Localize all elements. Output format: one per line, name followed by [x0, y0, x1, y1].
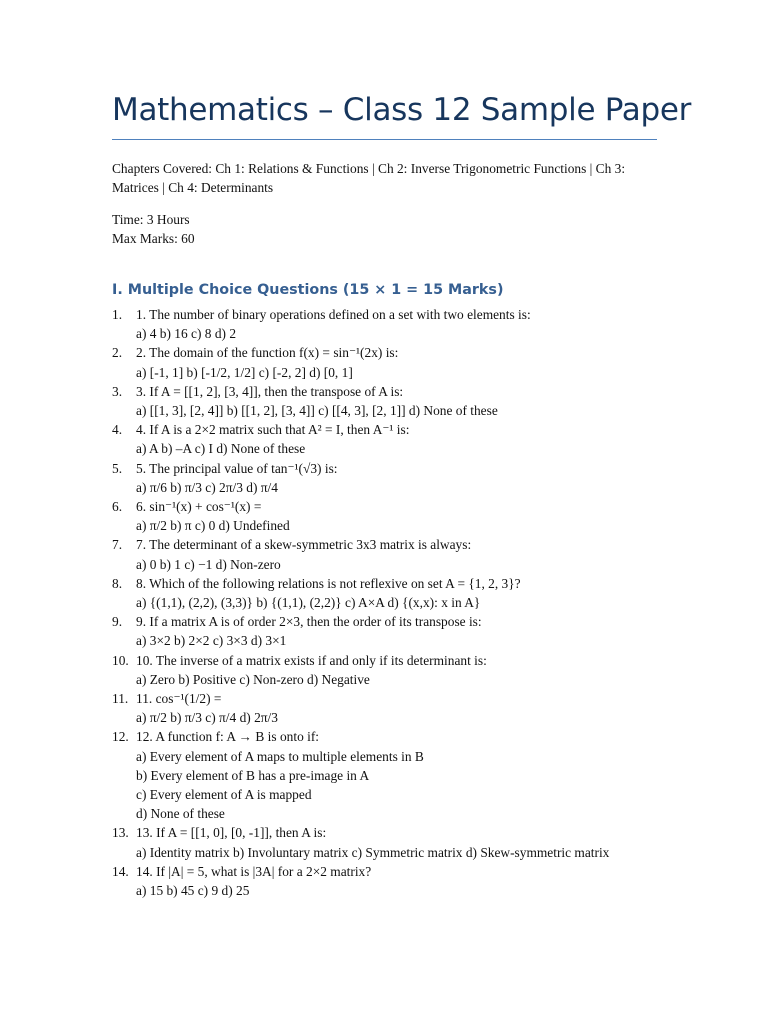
question-item	[112, 382, 660, 420]
question-options: d) None of these	[136, 806, 225, 822]
question-number: 4.	[112, 422, 123, 438]
question-body	[136, 862, 660, 900]
question-body	[136, 535, 660, 573]
question-number: 6.	[112, 499, 123, 515]
time-allowed: Time: 3 Hours	[112, 212, 190, 227]
question-text: 14. If |A| = 5, what is |3A| for a 2×2 matrix?	[136, 863, 372, 879]
question-text: 9. If a matrix A is of order 2×3, then the order of its transpose is:	[136, 614, 482, 630]
question-options: a) 0 b) 1 c) −1 d) Non-zero	[136, 556, 281, 572]
question-text: 3. If A = [[1, 2], [3, 4]], then the transpose of A is:	[136, 383, 404, 399]
question-text: 11. cos⁻¹(1/2) =	[136, 691, 222, 707]
question-item	[112, 862, 660, 900]
question-options: a) Every element of A maps to multiple elements in B	[136, 748, 424, 764]
question-number: 5.	[112, 460, 123, 476]
question-item	[112, 343, 660, 381]
question-body	[136, 343, 660, 381]
max-marks: Max Marks: 60	[112, 231, 195, 246]
chapters-covered: Chapters Covered: Ch 1: Relations & Functions | Ch 2: Inverse Trigonometric Functions | Ch 3: Matrices | Ch 4: Determinants	[112, 161, 626, 195]
question-item	[112, 305, 660, 343]
question-body	[136, 727, 660, 823]
question-list	[112, 305, 660, 900]
question-text: 8. Which of the following relations is not reflexive on set A = {1, 2, 3}?	[136, 575, 521, 591]
section-heading-mcq: I. Multiple Choice Questions (15 × 1 = 15 Marks)	[112, 282, 504, 298]
question-options: a) π/6 b) π/3 c) 2π/3 d) π/4	[136, 479, 278, 495]
question-item	[112, 497, 660, 535]
question-number: 7.	[112, 537, 123, 553]
question-options: a) [[1, 3], [2, 4]] b) [[1, 2], [3, 4]] c) [[4, 3], [2, 1]] d) None of these	[136, 403, 498, 419]
question-number: 10.	[112, 652, 129, 668]
question-text: 12. A function f: A → B is onto if:	[136, 729, 320, 745]
question-item	[112, 574, 660, 612]
question-options: a) [-1, 1] b) [-1/2, 1/2] c) [-2, 2] d) [0, 1]	[136, 364, 353, 380]
question-number: 1.	[112, 307, 123, 322]
question-number: 3.	[112, 383, 123, 399]
question-number: 12.	[112, 729, 129, 745]
question-item	[112, 612, 660, 650]
question-text: 4. If A is a 2×2 matrix such that A² = I, then A⁻¹ is:	[136, 422, 410, 438]
question-body	[136, 305, 660, 343]
question-options: a) π/2 b) π c) 0 d) Undefined	[136, 518, 290, 534]
question-options: c) Every element of A is mapped	[136, 787, 312, 803]
title-underline	[112, 139, 657, 140]
question-number: 14.	[112, 863, 129, 879]
question-body	[136, 823, 660, 861]
question-item	[112, 823, 660, 861]
question-body	[136, 459, 660, 497]
question-body	[136, 689, 660, 727]
question-item	[112, 689, 660, 727]
question-options: a) A b) –A c) I d) None of these	[136, 441, 306, 457]
question-options: a) 4 b) 16 c) 8 d) 2	[136, 326, 237, 342]
question-text: 2. The domain of the function f(x) = sin⁻¹(2x) is:	[136, 345, 399, 361]
question-options: a) π/2 b) π/3 c) π/4 d) 2π/3	[136, 710, 278, 726]
question-item	[112, 459, 660, 497]
question-options: b) Every element of B has a pre-image in A	[136, 767, 370, 783]
question-text: 13. If A = [[1, 0], [0, -1]], then A is:	[136, 825, 327, 841]
question-body	[136, 497, 660, 535]
question-number: 11.	[112, 691, 129, 707]
question-options: a) 15 b) 45 c) 9 d) 25	[136, 883, 250, 899]
question-text: 7. The determinant of a skew-symmetric 3x3 matrix is always:	[136, 537, 472, 553]
question-item	[112, 535, 660, 573]
question-body	[136, 382, 660, 420]
question-number: 2.	[112, 345, 123, 361]
question-item	[112, 420, 660, 458]
question-number: 8.	[112, 575, 123, 591]
question-number: 9.	[112, 614, 123, 630]
question-text: 6. sin⁻¹(x) + cos⁻¹(x) =	[136, 499, 262, 515]
question-text: 5. The principal value of tan⁻¹(√3) is:	[136, 460, 338, 476]
question-options: a) Zero b) Positive c) Non-zero d) Negative	[136, 671, 370, 687]
question-options: a) {(1,1), (2,2), (3,3)} b) {(1,1), (2,2)} c) A×A d) {(x,x): x in A}	[136, 595, 481, 611]
question-body	[136, 651, 660, 689]
question-item	[112, 727, 660, 823]
question-text: 10. The inverse of a matrix exists if and only if its determinant is:	[136, 652, 487, 668]
paper-title: Mathematics – Class 12 Sample Paper	[112, 92, 692, 128]
question-body	[136, 574, 660, 612]
question-body	[136, 420, 660, 458]
question-options: a) Identity matrix b) Involuntary matrix c) Symmetric matrix d) Skew-symmetric matrix	[136, 844, 610, 860]
question-body	[136, 612, 660, 650]
question-item	[112, 651, 660, 689]
question-number: 13.	[112, 825, 129, 841]
question-options: a) 3×2 b) 2×2 c) 3×3 d) 3×1	[136, 633, 287, 649]
question-text: 1. The number of binary operations defined on a set with two elements is:	[136, 307, 531, 322]
